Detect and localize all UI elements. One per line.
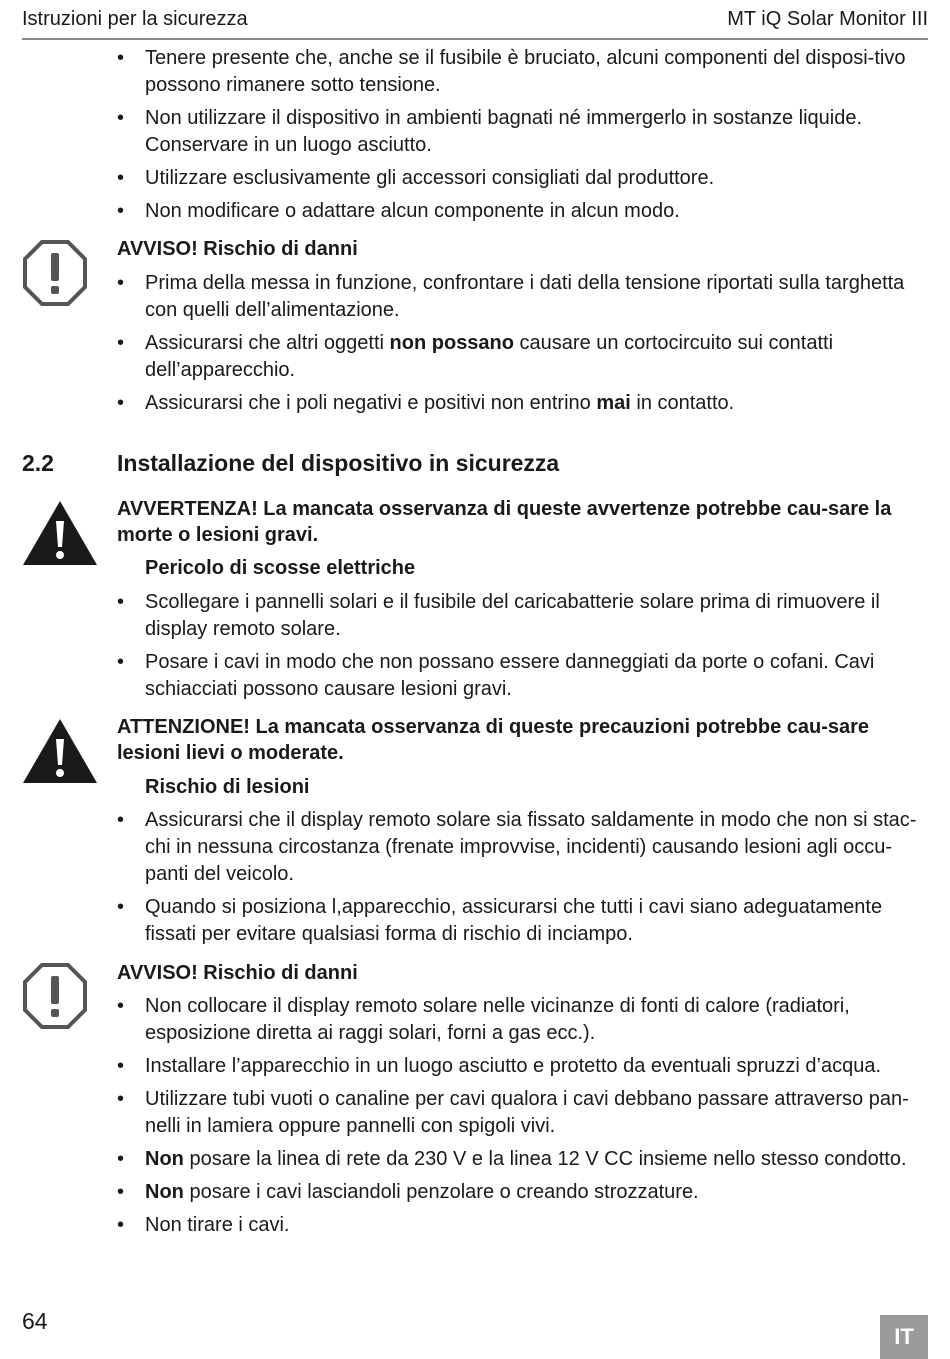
warning-bullet-list	[0, 589, 950, 709]
list-item: • Prima della messa in funzione, confrontare i dati della tensione riportati sulla targhetta con quelli dell’alimentazione.	[0, 270, 950, 324]
caution-triangle-icon	[22, 717, 98, 785]
list-item: • Utilizzare esclusivamente gli accessori consigliati dal produttore.	[0, 165, 950, 192]
warning-title: AVVERTENZA! La mancata osservanza di queste avvertenze potrebbe cau-sare la morte o lesioni gravi.	[117, 498, 892, 546]
list-item: • Non modificare o adattare alcun componente in alcun modo.	[0, 198, 950, 225]
list-item: • Installare l’apparecchio in un luogo asciutto e protetto da eventuali spruzzi d’acqua.	[0, 1053, 950, 1080]
list-item: • Utilizzare tubi vuoti o canaline per cavi qualora i cavi debbano passare attraverso pan-nelli in lamiera oppure pannelli con spigoli vivi.	[0, 1086, 950, 1140]
page-number: 64	[22, 1308, 48, 1334]
list-item: • Assicurarsi che altri oggetti non possano causare un cortocircuito sui contatti dell’apparecchio.	[0, 330, 950, 384]
top-bullet-list	[0, 45, 950, 231]
list-item: • Non posare la linea di rete da 230 V e la linea 12 V CC insieme nello stesso condotto.	[0, 1146, 950, 1173]
header-product-name: MT iQ Solar Monitor III	[727, 8, 928, 30]
caution-title: ATTENZIONE! La mancata osservanza di queste precauzioni potrebbe cau-sare lesioni lievi o moderate.	[117, 716, 870, 764]
list-item: • Non posare i cavi lasciandoli penzolare o creando strozzature.	[0, 1179, 950, 1206]
list-item: • Assicurarsi che il display remoto solare sia fissato saldamente in modo che non si stac-chi in nessuna circostanza (frenate improvvise, incidenti) causando lesioni agli occu-panti del veicolo.	[0, 807, 950, 888]
list-item: • Posare i cavi in modo che non possano essere danneggiati da porte o cofani. Cavi schiacciati possono causare lesioni gravi.	[0, 649, 950, 703]
caution-bullet-list	[0, 807, 950, 954]
caution-subhead: Rischio di lesioni	[145, 776, 310, 798]
section-number: 2.2	[22, 450, 54, 476]
language-tab: IT	[880, 1315, 928, 1359]
page-header	[22, 8, 928, 40]
list-item: • Assicurarsi che i poli negativi e positivi non entrino mai in contatto.	[0, 390, 950, 417]
list-item: • Scollegare i pannelli solari e il fusibile del caricabatterie solare prima di rimuovere il display remoto solare.	[0, 589, 950, 643]
notice-bullet-list	[0, 993, 950, 1245]
header-section-title: Istruzioni per la sicurezza	[22, 8, 248, 30]
warning-subhead: Pericolo di scosse elettriche	[145, 557, 416, 579]
notice-title: AVVISO! Rischio di danni	[117, 962, 358, 984]
list-item: • Tenere presente che, anche se il fusibile è bruciato, alcuni componenti del disposi-tivo possono rimanere sotto tensione.	[0, 45, 950, 99]
list-item: • Non tirare i cavi.	[0, 1212, 950, 1239]
notice-title: AVVISO! Rischio di danni	[117, 238, 358, 260]
list-item: • Non collocare il display remoto solare nelle vicinanze di fonti di calore (radiatori, esposizione diretta ai raggi solari, forni a gas ecc.).	[0, 993, 950, 1047]
list-item: • Non utilizzare il dispositivo in ambienti bagnati né immergerlo in sostanze liquide. Conservare in un luogo asciutto.	[0, 105, 950, 159]
notice-bullet-list	[0, 270, 950, 423]
warning-triangle-icon	[22, 499, 98, 567]
section-title: Installazione del dispositivo in sicurezza	[117, 450, 560, 476]
list-item: • Quando si posiziona l,apparecchio, assicurarsi che tutti i cavi siano adeguatamente fissati per evitare qualsiasi forma di rischio di inciampo.	[0, 894, 950, 948]
